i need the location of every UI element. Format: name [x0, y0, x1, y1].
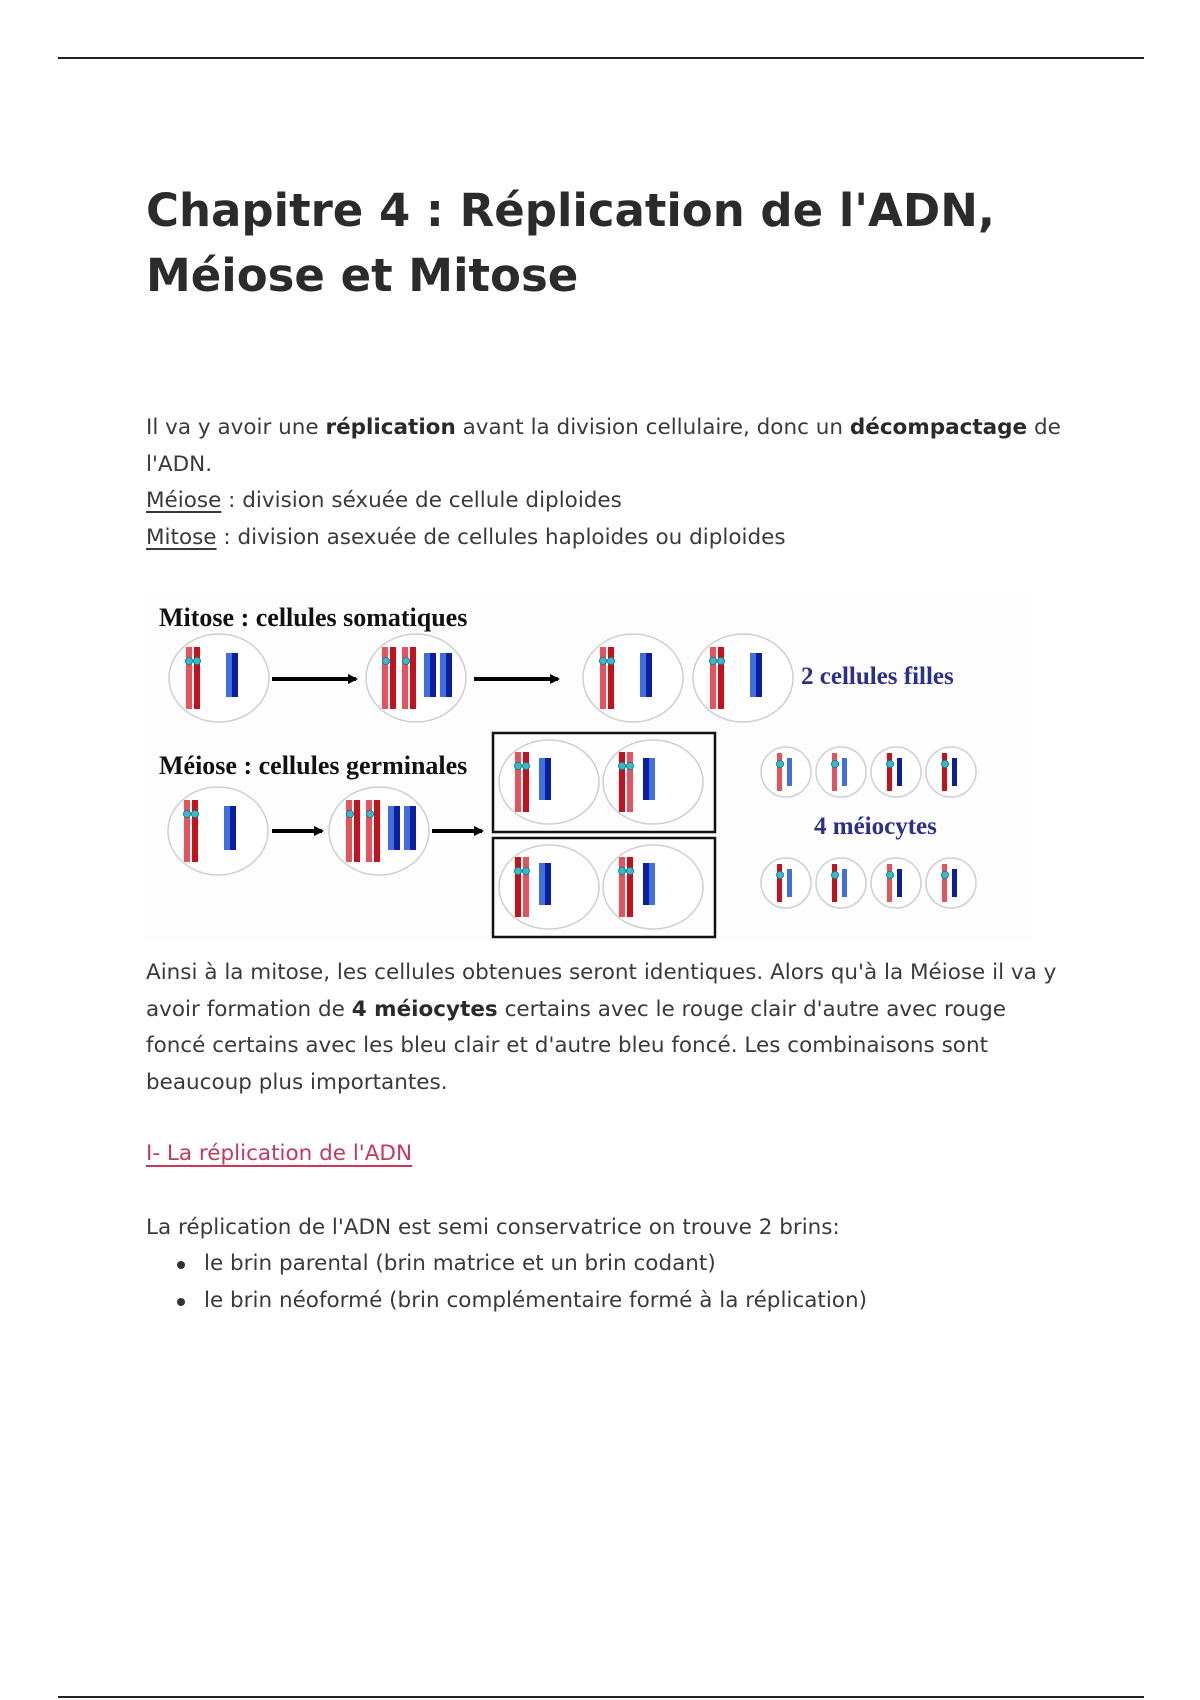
meiose-i-top-left-chrom-red-2 [523, 752, 529, 812]
meiose-i-bottom-right-centromere-2 [626, 867, 633, 874]
mitose-d2-centromere-1 [709, 657, 716, 664]
mitose-d1-chrom-red-2 [608, 647, 614, 709]
mitose-term: Mitose [146, 524, 217, 550]
bottom-meiocyte-2-chrom-red [832, 864, 837, 902]
bullet-text-parental: le brin parental (brin matrice et un brin codant) [204, 1251, 716, 1276]
mitose-daughter-cell-1 [583, 634, 683, 722]
mitose-rep-centromere-2 [402, 657, 409, 664]
meiose-mother-cell [168, 787, 268, 875]
top-meiocyte-3-chrom-blue [897, 758, 902, 786]
mitose-rep-chrom-red-1 [390, 647, 396, 709]
bottom-meiocyte-2 [816, 858, 866, 908]
title-line-1: Chapitre 4 : Réplication de l'ADN, [146, 184, 995, 237]
meiose-rep-chrom-red-1 [354, 800, 360, 862]
meiose-i-top-left-centromere-2 [522, 762, 529, 769]
meiose-label: Méiose : cellules germinales [159, 751, 468, 780]
meiose-i-bottom-right-chrom-blue-2 [649, 863, 655, 905]
mitose-daughter-cell-2 [693, 634, 793, 722]
mitose-d2-centromere-2 [717, 657, 724, 664]
conclusion-text-2: certains avec le rouge clair d'autre avec rouge foncé certains avec les bleu clair et d'autre bleu foncé. Les combinaisons sont beaucoup plus importantes. [146, 996, 1007, 1095]
meiose-i-bottom-left-chrom-blue-1 [539, 863, 545, 905]
bottom-meiocyte-1-chrom-blue [787, 869, 792, 897]
mitose-mother-chrom-red-1 [186, 647, 192, 709]
top-rule [58, 57, 1144, 59]
intro-bold-replication: réplication [325, 415, 456, 440]
bullet-item-neoforme [146, 1283, 867, 1320]
bullet-dot [177, 1298, 185, 1306]
top-meiocyte-1-centromere [776, 760, 783, 767]
meiose-rep-centromere-1 [346, 810, 353, 817]
mitose-mother-cell [169, 634, 269, 722]
intro-text-2: avant la division cellulaire, donc un [455, 415, 850, 440]
page-title [146, 178, 1066, 308]
bottom-meiocyte-2-chrom-blue [842, 869, 847, 897]
meiose-i-top-left-chrom-red-1 [515, 752, 521, 812]
mitose-meiose-diagram [146, 590, 1034, 940]
mitose-mother-centromere-1 [185, 657, 192, 664]
meiose-rep-chrom-blue-0 [388, 806, 394, 850]
mitose-rep-chrom-blue-1 [430, 653, 436, 697]
meiose-i-bottom-right-chrom-red-1 [619, 857, 625, 917]
meiose-i-top-left-chrom-blue-2 [545, 758, 551, 800]
mitose-d1-centromere-1 [599, 657, 606, 664]
conclusion-text-1: Ainsi à la mitose, les cellules obtenues seront identiques. Alors qu'à la Méiose il va y avoir formation de [146, 960, 1057, 1022]
top-meiocyte-3-centromere [886, 760, 893, 767]
bottom-meiocyte-1-chrom-red [777, 864, 782, 902]
top-meiocyte-2 [816, 747, 866, 797]
bottom-meiocyte-3-centromere [886, 871, 893, 878]
top-meiocyte-3 [871, 747, 921, 797]
mitose-d2-chrom-red-1 [710, 647, 716, 709]
meiose-definition: : division séxuée de cellule diploides [221, 488, 622, 513]
top-meiocyte-4-centromere [941, 760, 948, 767]
replication-intro: La réplication de l'ADN est semi conservatrice on trouve 2 brins: [146, 1215, 840, 1240]
mitose-rep-chrom-blue-0 [424, 653, 430, 697]
replication-bullet-list [146, 1246, 867, 1319]
meiose-i-bottom-right-chrom-blue-1 [643, 863, 649, 905]
meiose-mother-chrom-red-1 [184, 800, 190, 862]
bullet-item-parental [146, 1246, 867, 1283]
bottom-meiocyte-4-centromere [941, 871, 948, 878]
mitose-definition: : division asexuée de cellules haploides ou diploides [216, 524, 786, 550]
top-meiocyte-3-chrom-red [887, 753, 892, 791]
filles-label: 2 cellules filles [801, 663, 954, 690]
meiose-rep-chrom-red-2 [366, 800, 372, 862]
bottom-meiocyte-1 [761, 858, 811, 908]
meiose-i-bottom-left-chrom-blue-2 [545, 863, 551, 905]
bottom-meiocyte-4-chrom-blue [952, 869, 957, 897]
title-line-2: Méiose et Mitose [146, 249, 579, 302]
mitose-rep-chrom-blue-3 [446, 653, 452, 697]
bullet-text-neoforme: le brin néoformé (brin complémentaire formé à la réplication) [204, 1287, 867, 1313]
meiose-mother-chrom-blue-1 [224, 806, 230, 850]
mitose-d2-chrom-red-2 [718, 647, 724, 709]
top-meiocyte-2-chrom-red [832, 753, 837, 791]
meiose-term: Méiose [146, 488, 222, 513]
mitose-rep-chrom-red-0 [382, 647, 388, 709]
bullet-dot [177, 1261, 185, 1269]
bottom-meiocyte-1-centromere [776, 871, 783, 878]
meiose-mother-centromere-1 [183, 810, 190, 817]
intro-bold-decompactage: décompactage [849, 415, 1028, 440]
top-meiocyte-2-chrom-blue [842, 758, 847, 786]
meiose-rep-chrom-red-0 [346, 800, 352, 862]
top-meiocyte-1-chrom-blue [787, 758, 792, 786]
bottom-meiocyte-4 [926, 858, 976, 908]
top-meiocyte-4-chrom-blue [952, 758, 957, 786]
meiose-i-bottom-right-centromere-1 [618, 867, 625, 874]
intro-text-3: de l'ADN. [146, 415, 1061, 477]
mitose-d1-chrom-blue-1 [640, 653, 646, 697]
meiose-mother-chrom-red-2 [192, 800, 198, 862]
mitose-d1-chrom-red-1 [600, 647, 606, 709]
top-meiocyte-4-chrom-red [942, 753, 947, 791]
meiose-mother-chrom-blue-2 [230, 806, 236, 850]
section-heading-link[interactable]: I- La réplication de l'ADN [146, 1141, 413, 1166]
bottom-meiocyte-3-chrom-red [887, 864, 892, 902]
meiose-i-top-right-chrom-red-1 [619, 752, 625, 812]
meiose-i-bottom-left-centromere-1 [514, 867, 521, 874]
mitose-rep-chrom-blue-2 [440, 653, 446, 697]
mitose-mother-centromere-2 [193, 657, 200, 664]
bottom-rule [58, 1696, 1144, 1698]
mitose-d2-chrom-blue-1 [750, 653, 756, 697]
conclusion-bold-meiocytes: 4 méiocytes [351, 996, 498, 1022]
mitose-label: Mitose : cellules somatiques [159, 603, 468, 632]
intro-paragraph [146, 410, 1066, 556]
meiose-i-top-right-chrom-blue-2 [649, 758, 655, 800]
bottom-meiocyte-3 [871, 858, 921, 908]
mitose-rep-chrom-red-2 [402, 647, 408, 709]
mitose-mother-chrom-blue-2 [232, 653, 238, 697]
meiose-i-bottom-left-chrom-red-2 [523, 857, 529, 917]
bottom-meiocyte-4-chrom-red [942, 864, 947, 902]
top-meiocyte-1 [761, 747, 811, 797]
mitose-d2-chrom-blue-2 [756, 653, 762, 697]
mitose-d1-chrom-blue-2 [646, 653, 652, 697]
top-meiocyte-4 [926, 747, 976, 797]
top-meiocyte-1-chrom-red [777, 753, 782, 791]
meiose-i-bottom-left-centromere-2 [522, 867, 529, 874]
conclusion-paragraph [146, 955, 1066, 1101]
intro-text-1: Il va y avoir une [146, 415, 326, 440]
meiose-i-top-left-centromere-1 [514, 762, 521, 769]
meiose-rep-centromere-2 [366, 810, 373, 817]
top-meiocyte-2-centromere [831, 760, 838, 767]
meiose-i-top-left-chrom-blue-1 [539, 758, 545, 800]
meiose-rep-chrom-red-3 [374, 800, 380, 862]
meiose-rep-chrom-blue-2 [404, 806, 410, 850]
meiose-rep-chrom-blue-3 [410, 806, 416, 850]
meiose-i-top-right-centromere-1 [618, 762, 625, 769]
bottom-meiocyte-3-chrom-blue [897, 869, 902, 897]
mitose-rep-chrom-red-3 [410, 647, 416, 709]
meiose-i-bottom-left-chrom-red-1 [515, 857, 521, 917]
mitose-mother-chrom-red-2 [194, 647, 200, 709]
meiose-i-top-right-centromere-2 [626, 762, 633, 769]
meiocytes-label: 4 méiocytes [814, 813, 937, 840]
mitose-d1-centromere-2 [607, 657, 614, 664]
bottom-meiocyte-2-centromere [831, 871, 838, 878]
meiose-i-bottom-right-chrom-red-2 [627, 857, 633, 917]
meiose-rep-chrom-blue-1 [394, 806, 400, 850]
meiose-mother-centromere-2 [191, 810, 198, 817]
mitose-mother-chrom-blue-1 [226, 653, 232, 697]
meiose-i-top-right-chrom-blue-1 [643, 758, 649, 800]
mitose-rep-centromere-1 [382, 657, 389, 664]
meiose-i-top-right-chrom-red-2 [627, 752, 633, 812]
